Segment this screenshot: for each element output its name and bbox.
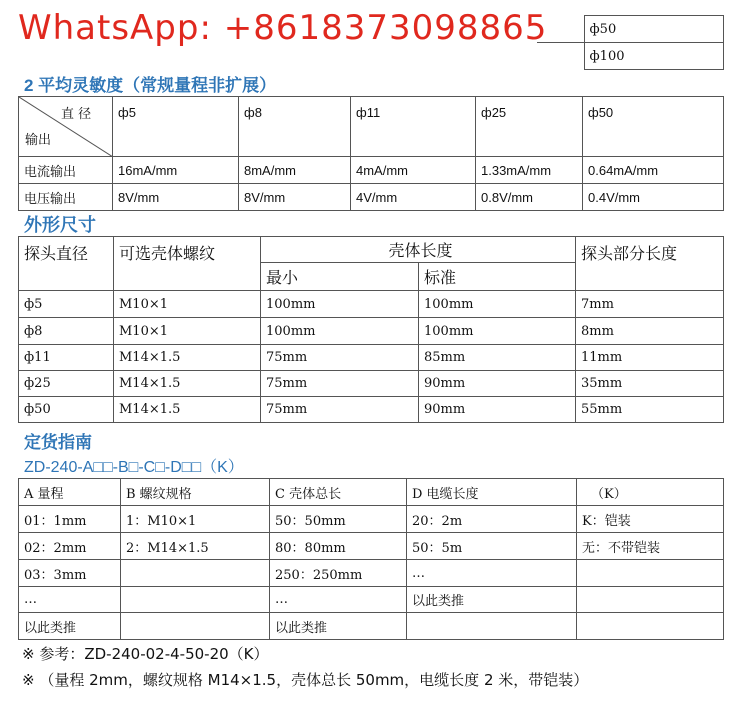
cell: 02：2mm <box>19 533 121 560</box>
table-row <box>19 533 724 560</box>
top-cell: ф50 <box>584 16 723 43</box>
reference-explanation: ※ （量程 2mm，螺纹规格 M14×1.5，壳体总长 50mm，电缆长度 2 米，带铠装） <box>22 671 589 689</box>
header-cell: D 电缆长度 <box>407 479 577 506</box>
cell: 以此类推 <box>407 587 577 613</box>
table-row <box>19 291 724 318</box>
cell: ф25 <box>19 371 114 397</box>
cell <box>121 560 270 587</box>
cell: 4mA/mm <box>351 157 476 184</box>
model-code: ZD-240-A□□-B□-C□-D□□（K） <box>24 459 244 476</box>
table-row <box>19 318 724 345</box>
header-cell: ф5 <box>113 97 239 157</box>
table-row <box>19 345 724 371</box>
cell: 50：50mm <box>270 506 407 533</box>
cell: 0.8V/mm <box>476 184 583 211</box>
top-diameter-table <box>537 15 724 70</box>
row-label: 电压输出 <box>19 184 113 211</box>
cell: 8mm <box>576 318 724 345</box>
cell: 85mm <box>419 345 576 371</box>
cell: … <box>407 560 577 587</box>
cell: ф8 <box>19 318 114 345</box>
cell <box>121 613 270 640</box>
order-guide-heading: 定货指南 <box>24 433 92 452</box>
cell: M10×1 <box>114 318 261 345</box>
cell: 无：不带铠装 <box>577 533 724 560</box>
cell <box>577 613 724 640</box>
order-table <box>18 478 724 640</box>
cell: 35mm <box>576 371 724 397</box>
cell: 0.4V/mm <box>583 184 724 211</box>
cell: 50：5m <box>407 533 577 560</box>
cell: ф50 <box>19 397 114 423</box>
cell: M14×1.5 <box>114 371 261 397</box>
cell: 以此类推 <box>270 613 407 640</box>
header-min: 最小 <box>261 263 419 291</box>
header-probe-length: 探头部分长度 <box>576 237 724 291</box>
header-cell: ф50 <box>583 97 724 157</box>
cell <box>577 587 724 613</box>
sensitivity-heading: 2 平均灵敏度（常规量程非扩展） <box>24 76 277 95</box>
cell: 1.33mA/mm <box>476 157 583 184</box>
table-row <box>19 184 724 211</box>
header-std: 标准 <box>419 263 576 291</box>
cell: M14×1.5 <box>114 397 261 423</box>
top-cell: ф100 <box>584 43 723 70</box>
cell: 16mA/mm <box>113 157 239 184</box>
corner-top-label: 直 径 <box>61 107 92 122</box>
cell: ф5 <box>19 291 114 318</box>
header-cell: ф11 <box>351 97 476 157</box>
cell: 4V/mm <box>351 184 476 211</box>
cell: 8V/mm <box>113 184 239 211</box>
cell: … <box>270 587 407 613</box>
cell: 100mm <box>419 291 576 318</box>
cell <box>121 587 270 613</box>
cell: 90mm <box>419 397 576 423</box>
cell: 0.64mA/mm <box>583 157 724 184</box>
header-cell: C 壳体总长 <box>270 479 407 506</box>
cell: 以此类推 <box>19 613 121 640</box>
header-thread: 可选壳体螺纹 <box>114 237 261 291</box>
header-cell: ф8 <box>239 97 351 157</box>
cell: M10×1 <box>114 291 261 318</box>
whatsapp-watermark: WhatsApp: +8618373098865 <box>18 8 548 48</box>
cell: K：铠装 <box>577 506 724 533</box>
cell: 100mm <box>261 291 419 318</box>
cell: 75mm <box>261 345 419 371</box>
table-row <box>19 613 724 640</box>
cell: 2：M14×1.5 <box>121 533 270 560</box>
reference-example: ※ 参考：ZD-240-02-4-50-20（K） <box>22 645 269 663</box>
header-shell-length: 壳体长度 <box>261 237 576 263</box>
cell: 8mA/mm <box>239 157 351 184</box>
cell: 75mm <box>261 371 419 397</box>
cell: 250：250mm <box>270 560 407 587</box>
cell: 03：3mm <box>19 560 121 587</box>
corner-cell <box>19 97 113 157</box>
cell: ф11 <box>19 345 114 371</box>
cell: 8V/mm <box>239 184 351 211</box>
dimensions-heading: 外形尺寸 <box>24 215 96 235</box>
table-row <box>19 371 724 397</box>
row-label: 电流输出 <box>19 157 113 184</box>
cell: 11mm <box>576 345 724 371</box>
cell: 90mm <box>419 371 576 397</box>
header-cell: （K） <box>577 479 724 506</box>
cell: 55mm <box>576 397 724 423</box>
table-row <box>19 560 724 587</box>
cell: … <box>19 587 121 613</box>
cell: 75mm <box>261 397 419 423</box>
cell: 100mm <box>419 318 576 345</box>
cell: 01：1mm <box>19 506 121 533</box>
header-cell: B 螺纹规格 <box>121 479 270 506</box>
table-row <box>19 506 724 533</box>
header-probe-diameter: 探头直径 <box>19 237 114 291</box>
header-cell: ф25 <box>476 97 583 157</box>
corner-bottom-label: 输出 <box>25 133 52 148</box>
header-cell: A 量程 <box>19 479 121 506</box>
table-row <box>19 397 724 423</box>
cell: M14×1.5 <box>114 345 261 371</box>
dimensions-table <box>18 236 724 423</box>
cell <box>407 613 577 640</box>
table-row <box>19 157 724 184</box>
cell: 7mm <box>576 291 724 318</box>
table-row <box>19 587 724 613</box>
sensitivity-table <box>18 96 724 211</box>
cell: 80：80mm <box>270 533 407 560</box>
cell: 100mm <box>261 318 419 345</box>
cell <box>577 560 724 587</box>
cell: 1：M10×1 <box>121 506 270 533</box>
cell: 20：2m <box>407 506 577 533</box>
